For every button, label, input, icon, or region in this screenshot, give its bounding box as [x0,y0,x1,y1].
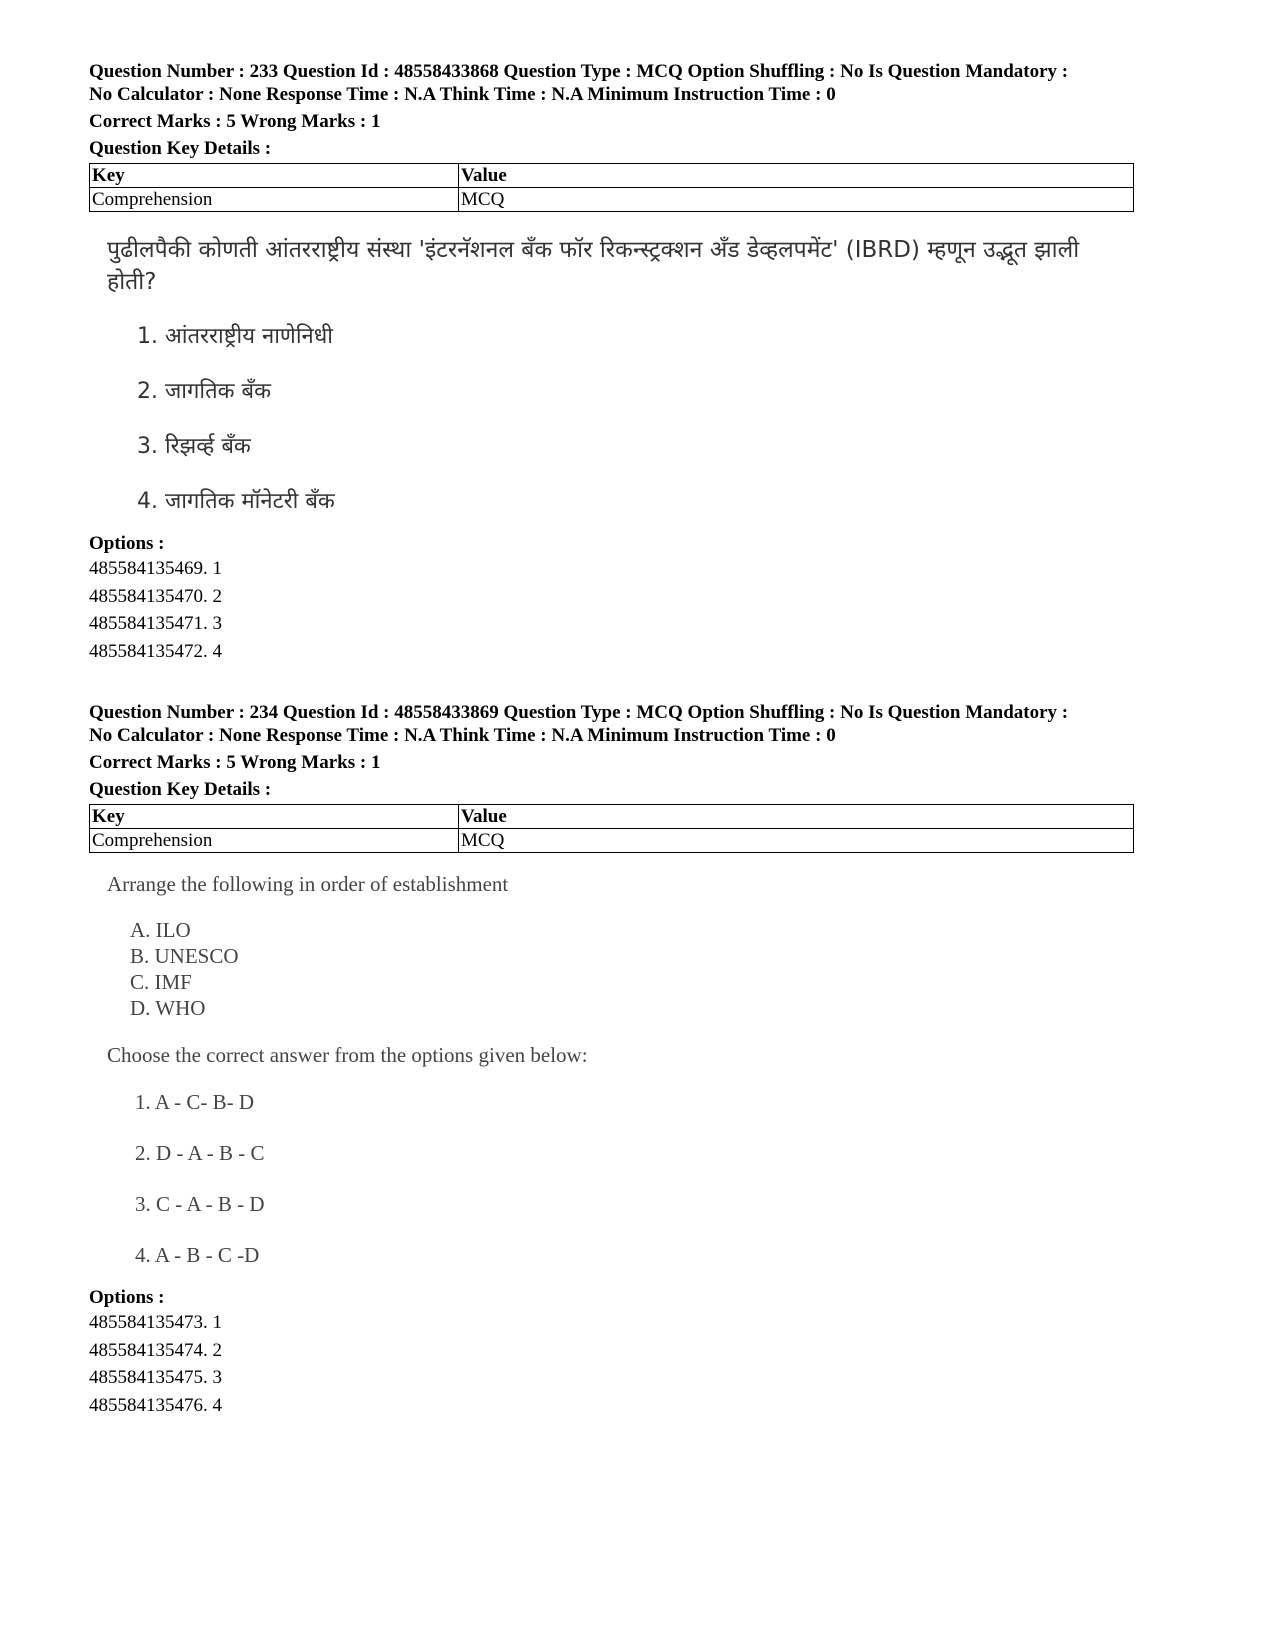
table-cell-key: Comprehension [90,188,459,212]
table-header-key: Key [90,805,459,829]
table-cell-value: MCQ [459,188,1134,212]
key-details-table [89,804,1134,853]
answer-choice: 4. जागतिक मॉनेटरी बँक [137,489,335,514]
answer-choice: 3. C - A - B - D [135,1192,265,1216]
answer-choice: 3. रिझर्व्ह बँक [137,434,251,459]
key-details-label: Question Key Details : [89,779,272,800]
marks-line: Correct Marks : 5 Wrong Marks : 1 [89,111,381,132]
option-id: 485584135474. 2 [89,1339,222,1361]
table-header-row [90,164,1134,188]
document-page [89,60,1134,1419]
answer-choice: 2. D - A - B - C [135,1141,265,1165]
table-header-row [90,805,1134,829]
question-meta-line2: No Calculator : None Response Time : N.A Think Time : N.A Minimum Instruction Time : 0 [89,725,836,746]
item-list [130,917,1134,1021]
question-stem: पुढीलपैकी कोणती आंतरराष्ट्रीय संस्था 'इंटरनॅशनल बँक फॉर रिकन्स्ट्रक्शन अँड डेव्हलपमेंट' (IBRD) म्हणून उद्भूत झाली होती? [107,237,1080,295]
question-prompt: Choose the correct answer from the options given below: [107,1043,588,1067]
option-id: 485584135473. 1 [89,1312,222,1333]
question-content [107,871,1134,1272]
options-label: Options : [89,1287,165,1308]
question-block-234 [89,701,1134,1419]
option-id: 485584135469. 1 [89,558,222,579]
table-header-value: Value [459,805,1134,829]
option-id: 485584135471. 3 [89,613,222,634]
answer-choice: 4. A - B - C -D [135,1243,260,1267]
list-item: B. UNESCO [130,944,239,968]
question-stem: Arrange the following in order of establishment [107,872,509,896]
key-details-label: Question Key Details : [89,138,272,159]
answer-choice: 1. आंतरराष्ट्रीय नाणेनिधी [137,324,333,349]
question-content [107,234,1134,518]
option-id: 485584135475. 3 [89,1367,222,1388]
question-meta-line1: Question Number : 234 Question Id : 48558433869 Question Type : MCQ Option Shuffling : No Is Question Mandatory : [89,702,1069,723]
list-item: D. WHO [130,996,206,1020]
question-meta-line2: No Calculator : None Response Time : N.A Think Time : N.A Minimum Instruction Time : 0 [89,84,836,105]
table-cell-key: Comprehension [90,829,459,853]
option-id: 485584135476. 4 [89,1394,222,1416]
list-item: C. IMF [130,970,192,994]
marks-line: Correct Marks : 5 Wrong Marks : 1 [89,752,381,773]
table-row [90,829,1134,853]
answer-choice: 1. A - C- B- D [135,1090,255,1114]
table-header-value: Value [459,164,1134,188]
key-details-table [89,163,1134,212]
option-id: 485584135470. 2 [89,585,222,607]
list-item: A. ILO [130,918,191,942]
table-row [90,188,1134,212]
table-cell-value: MCQ [459,829,1134,853]
answer-choice: 2. जागतिक बँक [137,379,271,404]
options-label: Options : [89,533,165,554]
table-header-key: Key [90,164,459,188]
option-id: 485584135472. 4 [89,640,222,662]
question-block-233 [89,60,1134,665]
question-meta-line1: Question Number : 233 Question Id : 48558433868 Question Type : MCQ Option Shuffling : No Is Question Mandatory : [89,61,1069,82]
